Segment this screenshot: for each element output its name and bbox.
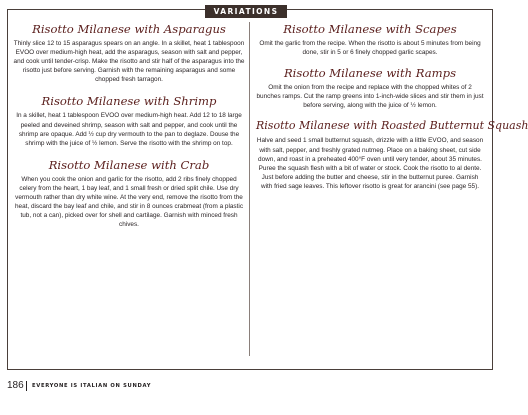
recipe-body: In a skillet, heat 1 tablespoon EVOO over medium-high heat. Add 12 to 18 large peeled and deveined shrimp, season with salt and pepper, and cook until the shrimp are opaque. Add ½ cup dry vermouth to the pan to deglaze. Douse the shrimp with the juice of ½ lemon. Serve the risotto with the shrimp on top. bbox=[16, 112, 242, 147]
recipe-body: Omit the onion from the recipe and replace with the chopped whites of 2 bunches ramps. Cut the ramp greens into 1-inch-wide slices and stir them in just before serving, along with the juice of ½ lemon. bbox=[256, 84, 484, 110]
column-divider bbox=[249, 22, 250, 356]
recipe-butternut-squash bbox=[256, 119, 528, 191]
recipe-scapes bbox=[256, 22, 484, 57]
recipe-body: Omit the garlic from the recipe. When the risotto is about 5 minutes from being done, stir in 5 or 6 finely chopped garlic scapes. bbox=[259, 40, 481, 57]
recipe-body: Halve and seed 1 small butternut squash, drizzle with a little EVOO, and season with salt, pepper, and freshly grated nutmeg. Place on a baking sheet, cut side down, and roast in a preheated 400°F oven until very tender, about 35 minutes. Puree the squash flesh with a bit of water or stock. Cook the risotto to al dente. Just before adding the butter and cheese, stir in the butternut puree. Garnish with fried sage leaves. This leftover risotto is great for arancini (see page 55). bbox=[256, 137, 484, 190]
recipe-shrimp bbox=[13, 94, 245, 147]
running-title: EVERYONE IS ITALIAN ON SUNDAY bbox=[32, 383, 152, 389]
left-column bbox=[13, 22, 245, 238]
page-number: 186 bbox=[7, 380, 24, 391]
recipe-title: Risotto Milanese with Roasted Butternut Squash bbox=[256, 119, 528, 133]
recipe-title: Risotto Milanese with Crab bbox=[48, 157, 210, 172]
footer-separator bbox=[26, 381, 27, 391]
recipe-asparagus bbox=[13, 22, 245, 84]
recipe-body: When you cook the onion and garlic for the risotto, add 2 ribs finely chopped celery from the heart, 1 bay leaf, and 1 small fresh or dried split chile. Use dry vermouth rather than dry white wine. At the very end, remove the risotto from the heat, discard the bay leaf and chile, and stir in 8 ounces crabmeat (from a plastic tub, not a can), picked over for shell and cartilage. Garnish with minced fresh chives. bbox=[14, 175, 244, 229]
right-column bbox=[256, 22, 528, 200]
recipe-ramps bbox=[256, 66, 484, 110]
recipe-body: Thinly slice 12 to 15 asparagus spears on an angle. In a skillet, heat 1 tablespoon EVOO over medium-high heat, add the asparagus, season with salt and pepper, and cook until tender-crisp. Make the risotto and stir half of the asparagus into the risotto just before serving. Garnish with the remaining asparagus and some chopped fresh tarragon. bbox=[13, 40, 245, 84]
page-footer bbox=[7, 380, 307, 394]
recipe-title: Risotto Milanese with Asparagus bbox=[32, 22, 226, 36]
recipe-title: Risotto Milanese with Scapes bbox=[283, 22, 457, 36]
recipe-title: Risotto Milanese with Shrimp bbox=[41, 94, 217, 109]
recipe-crab bbox=[13, 158, 245, 230]
section-tab: VARIATIONS bbox=[205, 5, 287, 18]
recipe-title: Risotto Milanese with Ramps bbox=[283, 66, 457, 81]
